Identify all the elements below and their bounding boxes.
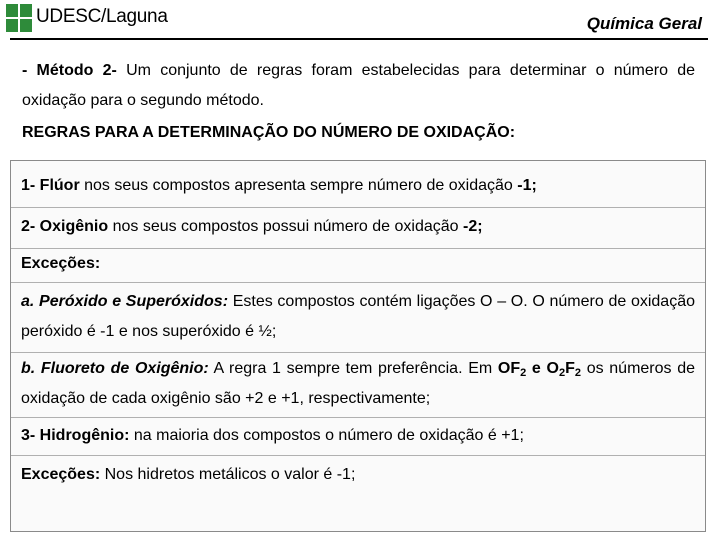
rule-2-text: nos seus compostos possui número de oxidação — [108, 218, 463, 235]
item-b-bold: b. Fluoreto de Oxigênio: — [21, 360, 209, 377]
rules-heading: REGRAS PARA A DETERMINAÇÃO DO NÚMERO DE OXIDAÇÃO: — [22, 124, 516, 141]
rule-1-text: nos seus compostos apresenta sempre número de oxidação — [79, 177, 518, 194]
exceptions-2-text: Nos hidretos metálicos o valor é -1; — [100, 466, 356, 483]
rule-3 — [21, 421, 695, 451]
rules-box — [10, 160, 706, 532]
page-title: Química Geral — [586, 14, 702, 33]
item-b — [21, 354, 695, 414]
separator — [11, 207, 705, 208]
rule-3-value: +1; — [501, 427, 524, 444]
separator — [11, 417, 705, 418]
header — [0, 0, 720, 42]
exceptions-2-bold: Exceções: — [21, 466, 101, 483]
logo-text: UDESC/Laguna — [36, 6, 168, 27]
intro-bold: - Método 2- — [22, 62, 117, 79]
separator — [11, 455, 705, 456]
item-a-text: Estes compostos contém ligações O – O. O número de oxidação peróxido é -1 e nos superóxido é ½; — [21, 293, 695, 340]
item-b-and: e — [526, 360, 547, 377]
formula-o2f2: $O_2F_2$ — [546, 360, 582, 379]
item-a-bold: a. Peróxido e Superóxidos: — [21, 293, 229, 310]
rule-1-value: -1; — [517, 177, 537, 194]
item-a — [21, 287, 695, 347]
intro-text: Um conjunto de regras foram estabelecidas para determinar o número de oxidação para o segundo método. — [22, 62, 695, 109]
rule-2 — [21, 212, 695, 242]
rule-2-value: -2; — [463, 218, 483, 235]
item-b-text1: A regra 1 sempre tem preferência. Em — [208, 360, 498, 377]
rule-1-bold: 1- Flúor — [21, 177, 80, 194]
exceptions-label-row — [21, 249, 695, 279]
header-divider — [10, 38, 708, 40]
item-b-text2: os números de oxidação de cada oxigênio são +2 e +1, respectivamente; — [21, 360, 696, 407]
intro-paragraph — [22, 56, 695, 116]
rule-3-text: na maioria dos compostos o número de oxidação é — [129, 427, 502, 444]
rule-1 — [21, 171, 695, 201]
separator — [11, 282, 705, 283]
rule-3-bold: 3- Hidrogênio: — [21, 427, 130, 444]
formula-of2: $OF_2$ — [497, 360, 527, 379]
exceptions-label: Exceções: — [21, 255, 101, 272]
udesc-logo-icon — [6, 4, 32, 32]
rule-2-bold: 2- Oxigênio — [21, 218, 109, 235]
separator — [11, 352, 705, 353]
exceptions-2 — [21, 460, 695, 490]
